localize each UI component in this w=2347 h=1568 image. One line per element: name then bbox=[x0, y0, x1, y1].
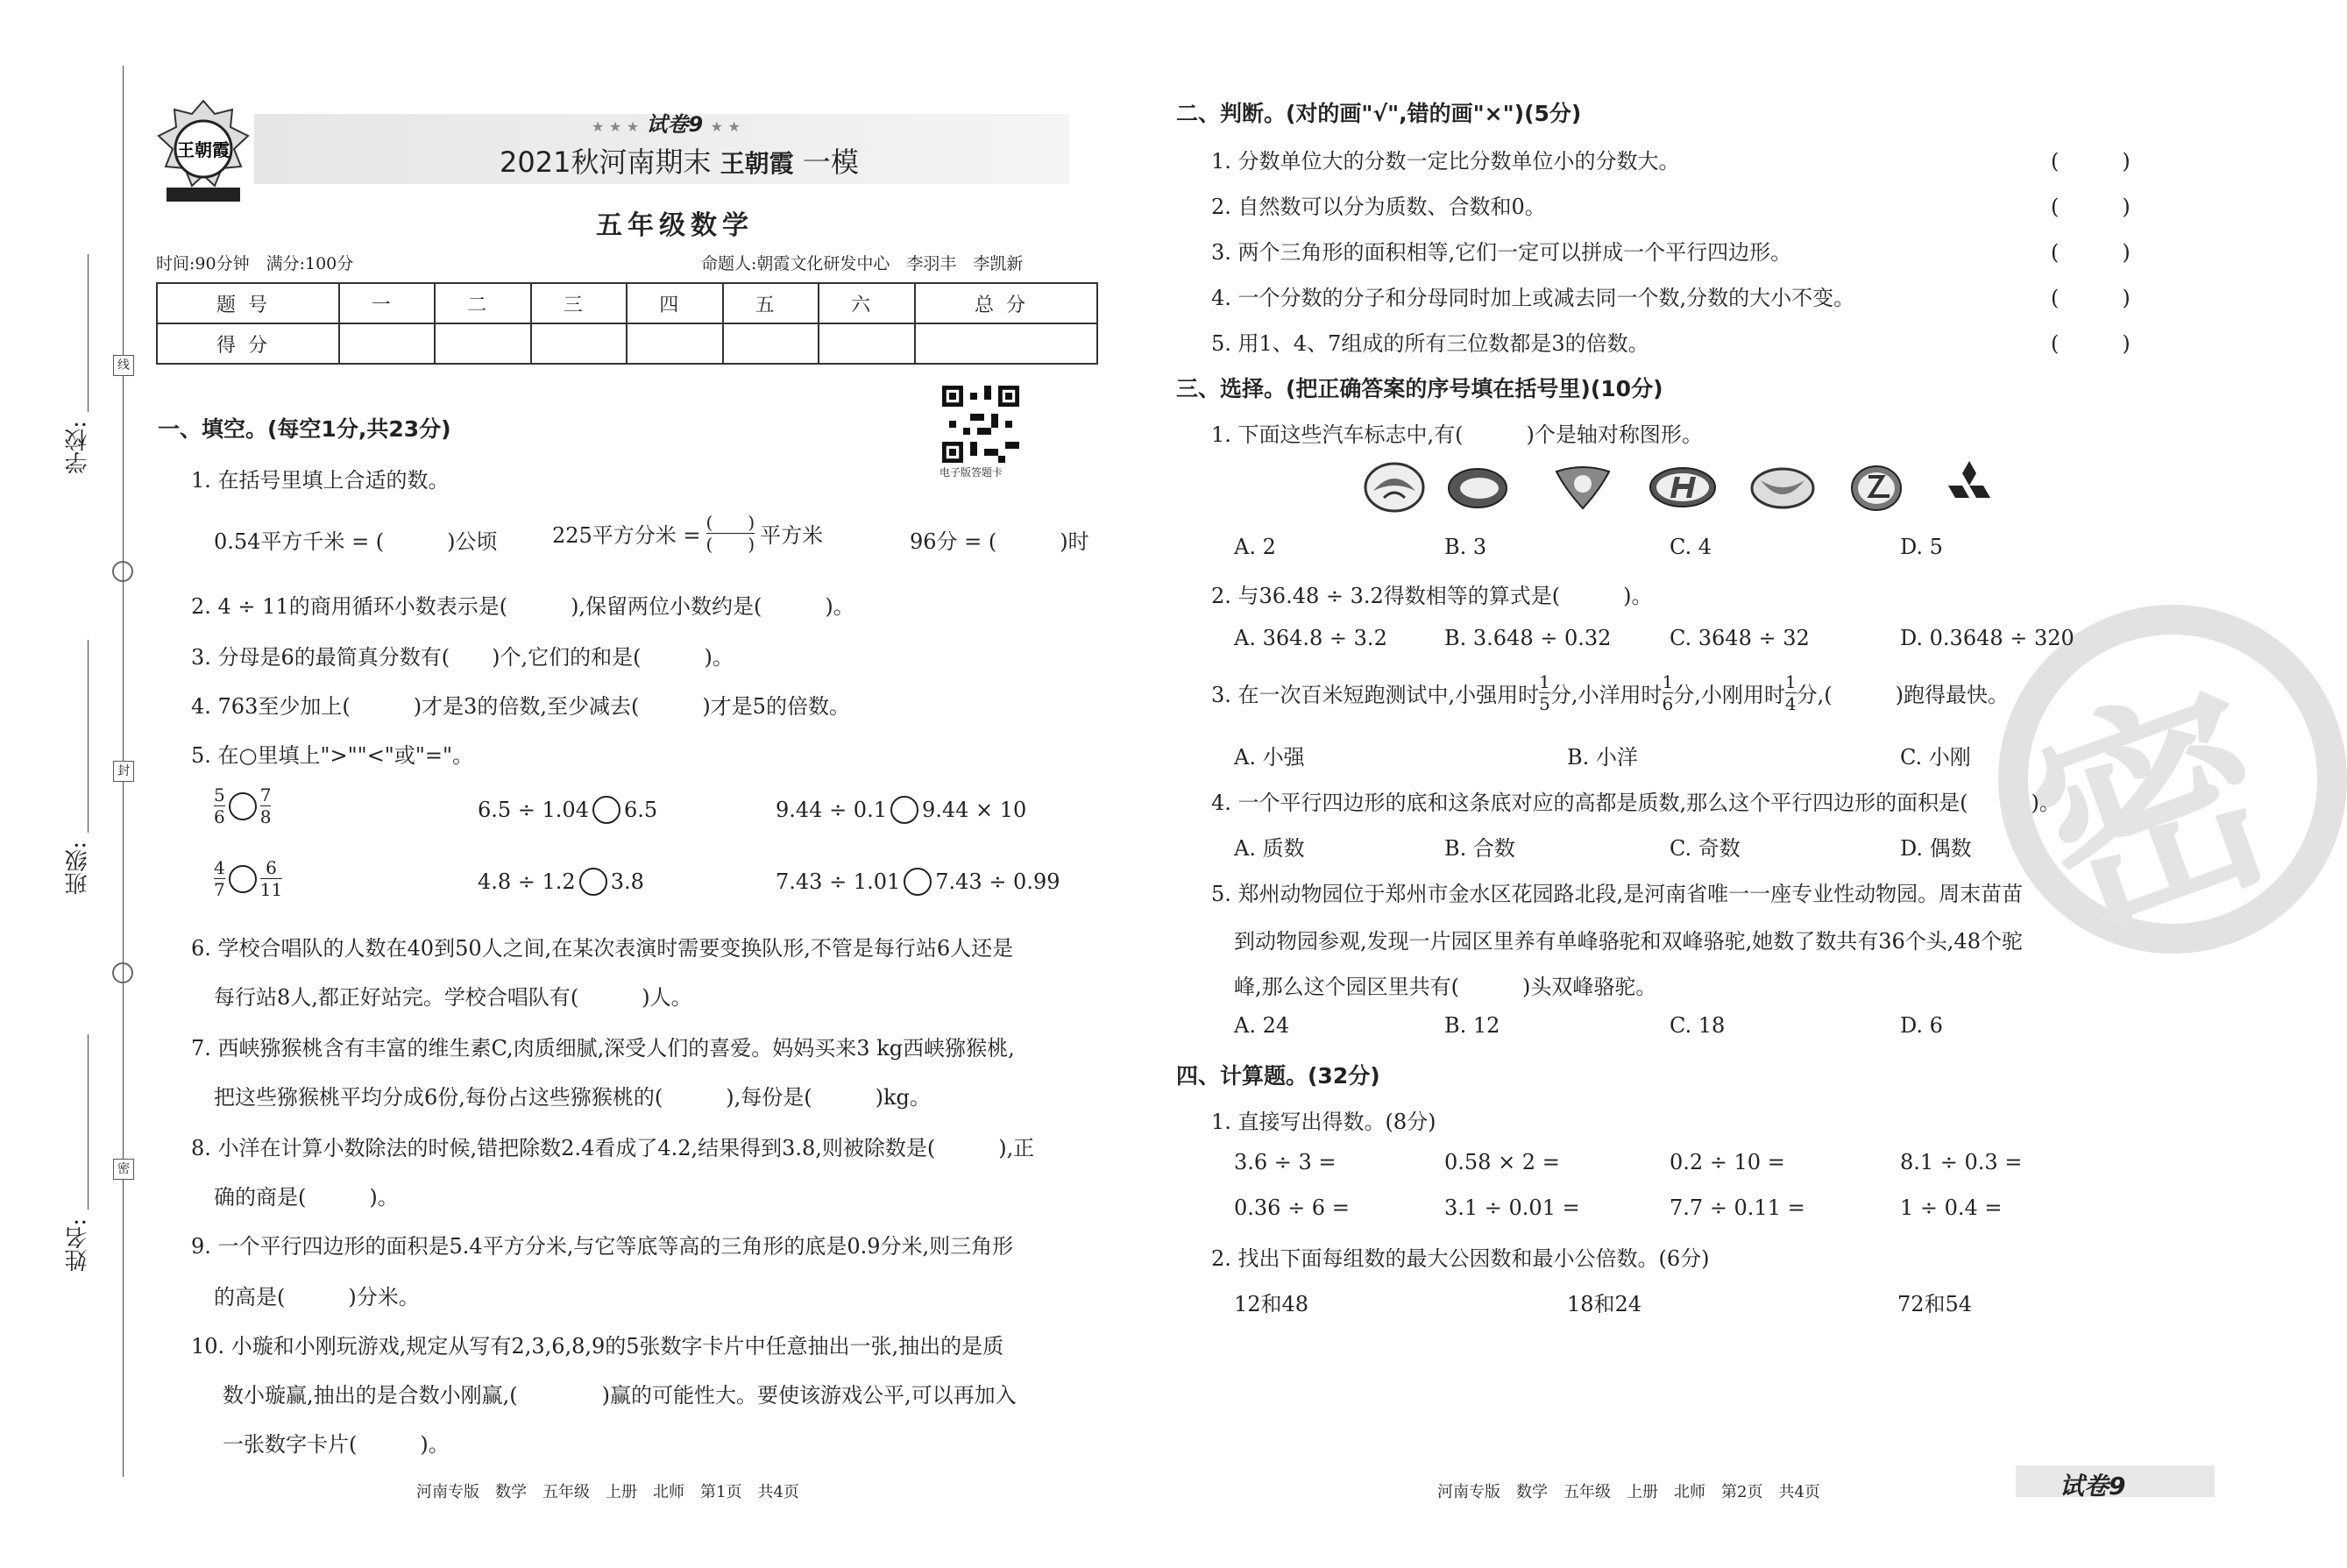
footer-right: 河南专版 数学 五年级 上册 北师 第2页 共4页 bbox=[1437, 1483, 1820, 1501]
name-field[interactable] bbox=[88, 1034, 89, 1210]
binder-hole-icon bbox=[112, 962, 133, 983]
fraction: $\frac{4}{7}$ bbox=[214, 857, 225, 900]
calc-item: 72和54 bbox=[1897, 1292, 1973, 1316]
score-cell: 题号 bbox=[157, 283, 339, 323]
question: 6. 学校合唱队的人数在40到50人之间,在某次表演时需要变换队形,不管是每行站6人还是 bbox=[191, 936, 1014, 961]
compare-item bbox=[214, 857, 282, 900]
question: 把这些猕猴桃平均分成6份,每份占这些猕猴桃的( ),每份是( )kg。 bbox=[214, 1085, 931, 1110]
calc-item: 1 ÷ 0.4 = bbox=[1900, 1196, 2003, 1220]
qr-caption: 电子版答题卡 bbox=[940, 466, 1003, 479]
answer-paren[interactable]: ( ) bbox=[2051, 331, 2131, 356]
score-cell: 三 bbox=[531, 283, 627, 323]
question: 1. 在括号里填上合适的数。 bbox=[191, 468, 450, 493]
svg-text:王朝霞: 王朝霞 bbox=[177, 139, 230, 160]
seal-mark-secret: 密 bbox=[113, 1159, 134, 1180]
answer-paren[interactable]: ( ) bbox=[2051, 286, 2131, 310]
calc-item: 3.1 ÷ 0.01 = bbox=[1444, 1196, 1580, 1220]
option[interactable]: A. 小强 bbox=[1234, 745, 1305, 770]
answer-paren[interactable]: ( ) bbox=[2051, 240, 2131, 265]
question: 2. 找出下面每组数的最大公因数和最小公倍数。(6分) bbox=[1211, 1246, 1710, 1271]
option[interactable]: D. 6 bbox=[1900, 1013, 1943, 1038]
calc-item: 0.2 ÷ 10 = bbox=[1670, 1150, 1785, 1174]
question: 3. 在一次百米短跑测试中,小强用时 $\frac{1}{5}$ 分,小洋用时 $\frac{1}{6}$ 分,小刚用时 $\frac{1}{4}$ 分,( )跑得最快。 bbox=[1211, 671, 2009, 714]
question-part: 96分 = ( )时 bbox=[910, 529, 1089, 554]
paper-label-line: ★ ★ ★ 试卷9 ★ ★ bbox=[592, 112, 741, 137]
score-table bbox=[156, 282, 1098, 365]
class-field[interactable] bbox=[88, 640, 89, 833]
score-input[interactable] bbox=[531, 323, 627, 364]
qr-code-icon[interactable] bbox=[942, 386, 1019, 463]
calc-item: 0.36 ÷ 6 = bbox=[1234, 1196, 1350, 1220]
question-part: 0.54平方千米 = ( )公顷 bbox=[214, 529, 498, 554]
calc-item: 3.6 ÷ 3 = bbox=[1234, 1150, 1337, 1174]
option[interactable]: B. 3 bbox=[1444, 535, 1487, 559]
question-text: 225平方分米 = bbox=[552, 523, 701, 548]
fraction: $\frac{1}{5}$ bbox=[1539, 671, 1550, 714]
question: 到动物园参观,发现一片园区里养有单峰骆驼和双峰骆驼,她数了数共有36个头,48个驼 bbox=[1234, 929, 2023, 954]
question: 10. 小璇和小刚玩游戏,规定从写有2,3,6,8,9的5张数字卡片中任意抽出一张,抽出的是质 bbox=[191, 1334, 1004, 1359]
question: 确的商是( )。 bbox=[214, 1185, 399, 1210]
question: 4. 763至少加上( )才是3的倍数,至少减去( )才是5的倍数。 bbox=[191, 694, 850, 719]
question: 8. 小洋在计算小数除法的时候,错把除数2.4看成了4.2,结果得到3.8,则被除数是( ),正 bbox=[191, 1136, 1035, 1160]
judge-item: 5. 用1、4、7组成的所有三位数都是3的倍数。 bbox=[1211, 331, 1649, 356]
compare-circle[interactable] bbox=[890, 796, 918, 824]
watermark-text: 密 bbox=[2001, 649, 2307, 976]
score-cell: 五 bbox=[723, 283, 819, 323]
class-label: 班级: bbox=[65, 841, 91, 895]
hyundai-logo-icon bbox=[1648, 465, 1718, 514]
compare-circle[interactable] bbox=[229, 792, 257, 820]
score-input[interactable] bbox=[723, 323, 819, 364]
judge-item: 3. 两个三角形的面积相等,它们一定可以拼成一个平行四边形。 bbox=[1211, 240, 1792, 265]
compare-circle[interactable] bbox=[229, 865, 257, 893]
calc-item: 8.1 ÷ 0.3 = bbox=[1900, 1150, 2023, 1174]
question: 数小璇赢,抽出的是合数小刚赢,( )赢的可能性大。要使该游戏公平,可以再加入 bbox=[223, 1383, 1017, 1408]
score-input[interactable] bbox=[627, 323, 722, 364]
option[interactable]: C. 奇数 bbox=[1670, 836, 1741, 861]
section1-title: 一、填空。(每空1分,共23分) bbox=[158, 416, 451, 442]
daihatsu-logo-icon bbox=[1748, 465, 1817, 515]
compare-circle[interactable] bbox=[579, 868, 607, 896]
compare-item bbox=[214, 784, 271, 827]
question: 每行站8人,都正好站完。学校合唱队有( )人。 bbox=[214, 985, 692, 1010]
option[interactable]: B. 12 bbox=[1444, 1013, 1500, 1038]
compare-circle[interactable] bbox=[904, 868, 932, 896]
compare-item: 9.44 ÷ 0.1 9.44 × 10 bbox=[776, 798, 1027, 822]
score-input[interactable] bbox=[435, 323, 530, 364]
option[interactable]: D. 偶数 bbox=[1900, 836, 1972, 861]
score-cell: 总分 bbox=[915, 283, 1097, 323]
score-table-header-row bbox=[157, 283, 1097, 323]
school-label: 学校: bbox=[65, 421, 91, 474]
binder-hole-icon bbox=[112, 561, 133, 582]
score-input[interactable] bbox=[339, 323, 435, 364]
mitsubishi-logo-icon bbox=[1941, 459, 1997, 517]
fraction: $\frac{6}{11}$ bbox=[259, 857, 283, 900]
fraction: $\frac{5}{6}$ bbox=[214, 784, 225, 827]
option[interactable]: C. 18 bbox=[1670, 1013, 1726, 1038]
answer-paren[interactable]: ( ) bbox=[2051, 195, 2131, 219]
question: 5. 在○里填上">""<"或"="。 bbox=[191, 743, 474, 768]
section4-title: 四、计算题。(32分) bbox=[1176, 1063, 1380, 1089]
subject-title: 五年级数学 bbox=[596, 210, 754, 241]
section2-title: 二、判断。(对的画"√",错的画"×")(5分) bbox=[1176, 101, 1582, 126]
score-cell: 四 bbox=[627, 283, 722, 323]
option[interactable]: C. 3648 ÷ 32 bbox=[1670, 626, 1810, 650]
score-table-score-row bbox=[157, 323, 1097, 364]
footer-left: 河南专版 数学 五年级 上册 北师 第1页 共4页 bbox=[416, 1483, 799, 1501]
fraction: $\frac{1}{4}$ bbox=[1784, 671, 1797, 714]
roewe-logo-icon bbox=[1446, 465, 1509, 515]
mazda-logo-icon bbox=[1363, 461, 1426, 517]
calc-item: 7.7 ÷ 0.11 = bbox=[1670, 1196, 1805, 1220]
question-text: 平方米 bbox=[760, 523, 824, 548]
option[interactable]: B. 小洋 bbox=[1567, 745, 1638, 770]
option[interactable]: C. 小刚 bbox=[1900, 745, 1971, 770]
question-part bbox=[552, 512, 823, 555]
judge-item: 2. 自然数可以分为质数、合数和0。 bbox=[1211, 195, 1546, 219]
fraction bbox=[706, 512, 755, 555]
exam-time: 时间:90分钟 满分:100分 bbox=[156, 254, 354, 273]
calc-item: 18和24 bbox=[1567, 1292, 1642, 1316]
score-cell: 一 bbox=[339, 283, 435, 323]
score-input[interactable] bbox=[915, 323, 1097, 364]
question: 2. 与36.48 ÷ 3.2得数相等的算式是( )。 bbox=[1211, 584, 1653, 608]
judge-item: 4. 一个分数的分子和分母同时加上或减去同一个数,分数的大小不变。 bbox=[1211, 286, 1855, 310]
ssangyong-logo-icon bbox=[1551, 463, 1614, 515]
question: 1. 下面这些汽车标志中,有( )个是轴对称图形。 bbox=[1211, 422, 1703, 447]
question: 4. 一个平行四边形的底和这条底对应的高都是质数,那么这个平行四边形的面积是( )。 bbox=[1211, 791, 2060, 815]
question: 一张数字卡片( )。 bbox=[223, 1432, 450, 1457]
option[interactable]: A. 质数 bbox=[1234, 836, 1305, 861]
compare-item: 6.5 ÷ 1.04 6.5 bbox=[478, 798, 658, 822]
question: 3. 分母是6的最简真分数有( )个,它们的和是( )。 bbox=[191, 645, 734, 670]
fraction: $\frac{7}{8}$ bbox=[259, 784, 272, 827]
option[interactable]: C. 4 bbox=[1670, 535, 1712, 559]
option[interactable]: B. 3.648 ÷ 0.32 bbox=[1444, 626, 1612, 650]
seal-mark-line: 线 bbox=[113, 355, 134, 376]
lexus-logo-icon bbox=[1849, 463, 1904, 517]
answer-paren[interactable]: ( ) bbox=[2051, 149, 2131, 174]
question: 峰,那么这个园区里共有( )头双峰骆驼。 bbox=[1234, 975, 1657, 999]
seal-mark-seal: 封 bbox=[113, 761, 134, 782]
numerator[interactable]: ( ) bbox=[706, 512, 755, 533]
calc-item: 12和48 bbox=[1234, 1292, 1309, 1316]
school-field[interactable] bbox=[88, 254, 89, 412]
denominator[interactable]: ( ) bbox=[706, 534, 755, 555]
score-input[interactable] bbox=[819, 323, 914, 364]
option[interactable]: D. 5 bbox=[1900, 535, 1943, 559]
exam-authors: 命题人:朝霞文化研发中心 李羽丰 李凯新 bbox=[701, 254, 1024, 273]
option[interactable]: B. 合数 bbox=[1444, 836, 1515, 861]
compare-item: 7.43 ÷ 1.01 7.43 ÷ 0.99 bbox=[776, 869, 1060, 894]
brand-logo bbox=[153, 96, 254, 210]
exam-title: 2021秋河南期末 王朝霞 一模 bbox=[500, 145, 859, 179]
score-cell: 得分 bbox=[157, 323, 339, 364]
section3-title: 三、选择。(把正确答案的序号填在括号里)(10分) bbox=[1176, 376, 1663, 401]
footer-tag: 试卷9 bbox=[2060, 1472, 2126, 1501]
question: 9. 一个平行四边形的面积是5.4平方分米,与它等底等高的三角形的底是0.9分米,则三角形 bbox=[191, 1234, 1014, 1259]
question: 7. 西峡猕猴桃含有丰富的维生素C,肉质细腻,深受人们的喜爱。妈妈买来3 kg西峡猕猴桃, bbox=[191, 1036, 1015, 1061]
calc-item: 0.58 × 2 = bbox=[1444, 1150, 1560, 1174]
judge-item: 1. 分数单位大的分数一定比分数单位小的分数大。 bbox=[1211, 149, 1680, 174]
score-cell: 六 bbox=[819, 283, 914, 323]
fraction: $\frac{1}{6}$ bbox=[1662, 671, 1674, 714]
compare-item: 4.8 ÷ 1.2 3.8 bbox=[478, 869, 644, 894]
option[interactable]: A. 2 bbox=[1234, 535, 1276, 559]
score-cell: 二 bbox=[435, 283, 530, 323]
option[interactable]: A. 364.8 ÷ 3.2 bbox=[1234, 626, 1387, 650]
compare-circle[interactable] bbox=[592, 796, 620, 824]
option[interactable]: A. 24 bbox=[1234, 1013, 1290, 1038]
name-label: 姓名: bbox=[65, 1218, 91, 1272]
question: 2. 4 ÷ 11的商用循环小数表示是( ),保留两位小数约是( )。 bbox=[191, 594, 854, 619]
question: 5. 郑州动物园位于郑州市金水区花园路北段,是河南省唯一一座专业性动物园。周末苗苗 bbox=[1211, 882, 2024, 906]
question: 的高是( )分米。 bbox=[214, 1285, 420, 1309]
option[interactable]: D. 0.3648 ÷ 320 bbox=[1900, 626, 2074, 650]
question: 1. 直接写出得数。(8分) bbox=[1211, 1110, 1436, 1134]
